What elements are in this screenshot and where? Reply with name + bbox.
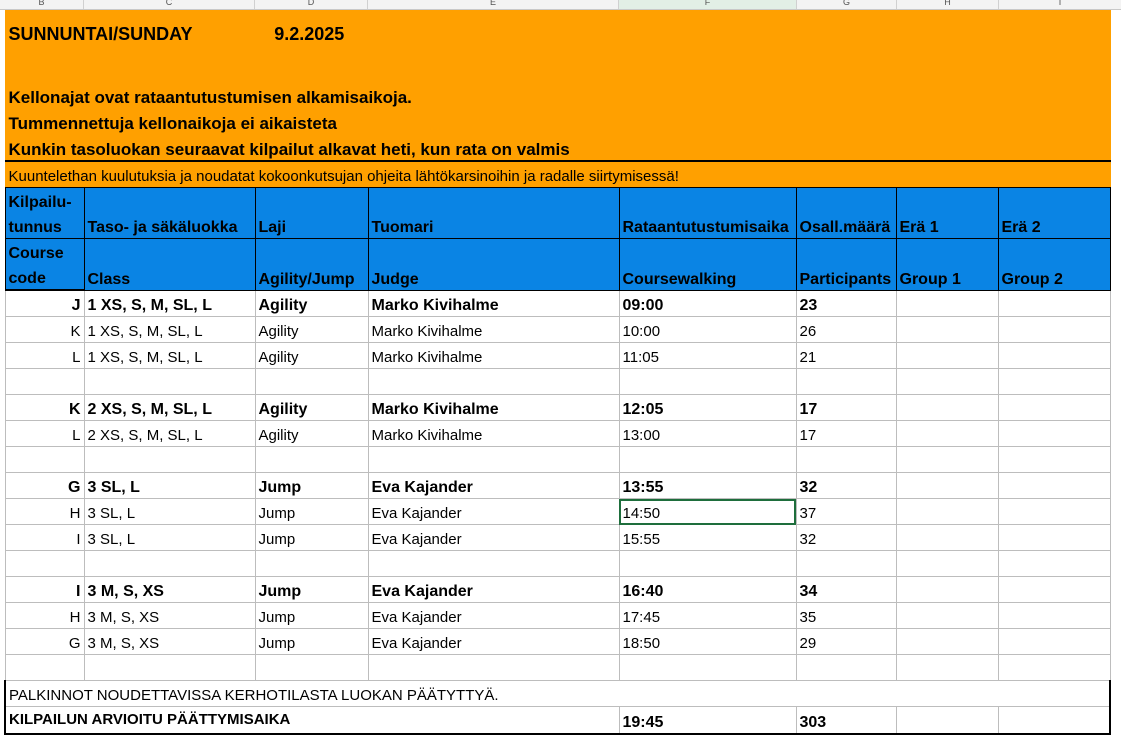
course-code-cell[interactable]: J — [5, 290, 84, 317]
column-header-c[interactable]: C — [84, 0, 255, 9]
time-cell[interactable]: 17:45 — [619, 603, 796, 629]
header-time-fi[interactable]: Rataantutustumisaika — [619, 188, 796, 239]
class-cell[interactable]: 3 SL, L — [84, 499, 255, 525]
course-code-cell[interactable]: L — [5, 343, 84, 369]
table-row — [5, 603, 1110, 629]
column-header-i[interactable]: I — [999, 0, 1121, 9]
judge-cell[interactable]: Eva Kajander — [368, 629, 619, 655]
group1-cell[interactable] — [896, 525, 998, 551]
participants-cell[interactable]: 29 — [796, 629, 896, 655]
type-cell[interactable]: Jump — [255, 577, 368, 603]
group1-cell[interactable] — [896, 707, 998, 734]
group1-cell[interactable] — [896, 421, 998, 447]
type-cell[interactable]: Agility — [255, 343, 368, 369]
group1-cell[interactable] — [896, 499, 998, 525]
group1-cell[interactable] — [896, 290, 998, 317]
column-header-bar — [0, 0, 1121, 10]
participants-cell[interactable]: 35 — [796, 603, 896, 629]
class-cell[interactable]: 1 XS, S, M, SL, L — [84, 290, 255, 317]
table-row — [5, 473, 1110, 499]
header-group1-fi[interactable]: Erä 1 — [896, 188, 998, 239]
judge-cell[interactable]: Eva Kajander — [368, 603, 619, 629]
course-code-cell[interactable]: H — [5, 499, 84, 525]
day-cell[interactable] — [5, 11, 368, 57]
judge-cell[interactable]: Eva Kajander — [368, 499, 619, 525]
type-cell[interactable]: Jump — [255, 499, 368, 525]
header-code-fi-b[interactable]: tunnus — [5, 213, 84, 239]
type-cell[interactable]: Jump — [255, 603, 368, 629]
judge-cell[interactable]: Marko Kivihalme — [368, 290, 619, 317]
spacer-row — [5, 655, 1110, 681]
class-cell[interactable]: 1 XS, S, M, SL, L — [84, 343, 255, 369]
header-type-en[interactable]: Agility/Jump — [255, 239, 368, 291]
header-type-fi[interactable]: Laji — [255, 188, 368, 239]
course-code-cell[interactable]: H — [5, 603, 84, 629]
participants-cell[interactable]: 34 — [796, 577, 896, 603]
selected-time-cell[interactable]: 14:50 — [619, 499, 796, 525]
column-header-d[interactable]: D — [255, 0, 368, 9]
table-row — [5, 290, 1110, 317]
total-participants[interactable]: 303 — [796, 707, 896, 734]
class-cell[interactable]: 2 XS, S, M, SL, L — [84, 395, 255, 421]
column-header-b[interactable]: B — [0, 0, 84, 9]
type-cell[interactable]: Agility — [255, 290, 368, 317]
time-cell[interactable]: 09:00 — [619, 290, 796, 317]
judge-cell[interactable]: Marko Kivihalme — [368, 395, 619, 421]
participants-cell[interactable]: 26 — [796, 317, 896, 343]
group1-cell[interactable] — [896, 343, 998, 369]
class-cell[interactable]: 1 XS, S, M, SL, L — [84, 317, 255, 343]
header-judge-en[interactable]: Judge — [368, 239, 619, 291]
time-cell[interactable]: 13:00 — [619, 421, 796, 447]
course-code-cell[interactable]: K — [5, 317, 84, 343]
time-cell[interactable]: 10:00 — [619, 317, 796, 343]
note-next-class[interactable]: Kunkin tasoluokan seuraavat kilpailut alkavat heti, kun rata on valmis — [5, 135, 1110, 162]
header-code-en-b[interactable]: code — [5, 264, 84, 290]
class-cell[interactable]: 2 XS, S, M, SL, L — [84, 421, 255, 447]
column-header-f[interactable]: F — [619, 0, 797, 10]
table-row — [5, 499, 1110, 525]
note-start-times[interactable]: Kellonajat ovat rataantutustumisen alkamisaikoja. — [5, 83, 1110, 109]
table-row — [5, 317, 1110, 343]
group2-cell[interactable] — [998, 629, 1110, 655]
course-code-cell[interactable]: G — [5, 473, 84, 499]
type-cell[interactable]: Jump — [255, 629, 368, 655]
header-group2-fi[interactable]: Erä 2 — [998, 188, 1110, 239]
empty-cell[interactable] — [5, 57, 1110, 83]
date-label: 9.2.2025 — [274, 23, 345, 44]
spacer-row — [5, 551, 1110, 577]
column-header-e[interactable]: E — [368, 0, 619, 9]
column-header-g[interactable]: G — [797, 0, 897, 9]
group2-cell[interactable] — [998, 603, 1110, 629]
header-class-en[interactable]: Class — [84, 239, 255, 291]
header-judge-fi[interactable]: Tuomari — [368, 188, 619, 239]
class-cell[interactable]: 3 SL, L — [84, 473, 255, 499]
prizes-note[interactable]: PALKINNOT NOUDETTAVISSA KERHOTILASTA LUOKAN PÄÄTYTTYÄ. — [5, 681, 1110, 707]
judge-cell[interactable]: Eva Kajander — [368, 473, 619, 499]
judge-cell[interactable]: Eva Kajander — [368, 525, 619, 551]
judge-cell[interactable]: Marko Kivihalme — [368, 421, 619, 447]
participants-cell[interactable]: 17 — [796, 395, 896, 421]
group1-cell[interactable] — [896, 603, 998, 629]
header-group1-en[interactable]: Group 1 — [896, 239, 998, 291]
end-time-label[interactable]: KILPAILUN ARVIOITU PÄÄTTYMISAIKA — [5, 707, 619, 734]
column-header-h[interactable]: H — [897, 0, 999, 9]
table-row — [5, 421, 1110, 447]
class-cell[interactable]: 3 M, S, XS — [84, 603, 255, 629]
judge-cell[interactable]: Marko Kivihalme — [368, 343, 619, 369]
time-cell[interactable]: 16:40 — [619, 577, 796, 603]
table-row — [5, 629, 1110, 655]
header-code-fi-a[interactable]: Kilpailu- — [5, 188, 84, 214]
group2-cell[interactable] — [998, 395, 1110, 421]
group2-cell[interactable] — [998, 473, 1110, 499]
group2-cell[interactable] — [998, 525, 1110, 551]
participants-cell[interactable]: 32 — [796, 473, 896, 499]
type-cell[interactable]: Agility — [255, 421, 368, 447]
type-cell[interactable]: Agility — [255, 317, 368, 343]
time-cell[interactable]: 18:50 — [619, 629, 796, 655]
table-row — [5, 343, 1110, 369]
participants-cell[interactable]: 17 — [796, 421, 896, 447]
judge-cell[interactable]: Eva Kajander — [368, 577, 619, 603]
participants-cell[interactable]: 21 — [796, 343, 896, 369]
course-code-cell[interactable]: L — [5, 421, 84, 447]
course-code-cell[interactable]: I — [5, 525, 84, 551]
spacer-row — [5, 447, 1110, 473]
class-cell[interactable]: 3 SL, L — [84, 525, 255, 551]
time-cell[interactable]: 12:05 — [619, 395, 796, 421]
header-class-fi[interactable]: Taso- ja säkäluokka — [84, 188, 255, 239]
table-row — [5, 525, 1110, 551]
type-cell[interactable]: Jump — [255, 473, 368, 499]
group2-cell[interactable] — [998, 290, 1110, 317]
end-time-value[interactable]: 19:45 — [619, 707, 796, 734]
participants-cell[interactable]: 23 — [796, 290, 896, 317]
course-code-cell[interactable]: I — [5, 577, 84, 603]
note-announcements[interactable]: Kuuntelethan kuulutuksia ja noudatat kokoonkutsujan ohjeita lähtökarsinoihin ja radalle siirtymisessä! — [5, 161, 1110, 188]
group2-cell[interactable] — [998, 577, 1110, 603]
table-row — [5, 577, 1110, 603]
header-group2-en[interactable]: Group 2 — [998, 239, 1110, 291]
empty-cell[interactable] — [368, 11, 1110, 57]
day-label: SUNNUNTAI/SUNDAY — [8, 23, 193, 44]
group2-cell[interactable] — [998, 343, 1110, 369]
group1-cell[interactable] — [896, 395, 998, 421]
time-cell[interactable]: 13:55 — [619, 473, 796, 499]
header-time-en[interactable]: Coursewalking — [619, 239, 796, 291]
schedule-sheet — [4, 10, 1111, 735]
group2-cell[interactable] — [998, 707, 1110, 734]
time-cell[interactable]: 15:55 — [619, 525, 796, 551]
header-participants-en[interactable]: Participants — [796, 239, 896, 291]
course-code-cell[interactable]: K — [5, 395, 84, 421]
type-cell[interactable]: Jump — [255, 525, 368, 551]
note-bold-times[interactable]: Tummennettuja kellonaikoja ei aikaisteta — [5, 109, 1110, 135]
header-code-en-a[interactable]: Course — [5, 239, 84, 265]
participants-cell[interactable]: 32 — [796, 525, 896, 551]
course-code-cell[interactable]: G — [5, 629, 84, 655]
class-cell[interactable]: 3 M, S, XS — [84, 629, 255, 655]
group2-cell[interactable] — [998, 499, 1110, 525]
time-cell[interactable]: 11:05 — [619, 343, 796, 369]
group1-cell[interactable] — [896, 577, 998, 603]
participants-cell[interactable]: 37 — [796, 499, 896, 525]
group1-cell[interactable] — [896, 629, 998, 655]
header-participants-fi[interactable]: Osall.määrä — [796, 188, 896, 239]
judge-cell[interactable]: Marko Kivihalme — [368, 317, 619, 343]
group2-cell[interactable] — [998, 317, 1110, 343]
group1-cell[interactable] — [896, 473, 998, 499]
class-cell[interactable]: 3 M, S, XS — [84, 577, 255, 603]
type-cell[interactable]: Agility — [255, 395, 368, 421]
group1-cell[interactable] — [896, 317, 998, 343]
spacer-row — [5, 369, 1110, 395]
group2-cell[interactable] — [998, 421, 1110, 447]
table-row — [5, 395, 1110, 421]
